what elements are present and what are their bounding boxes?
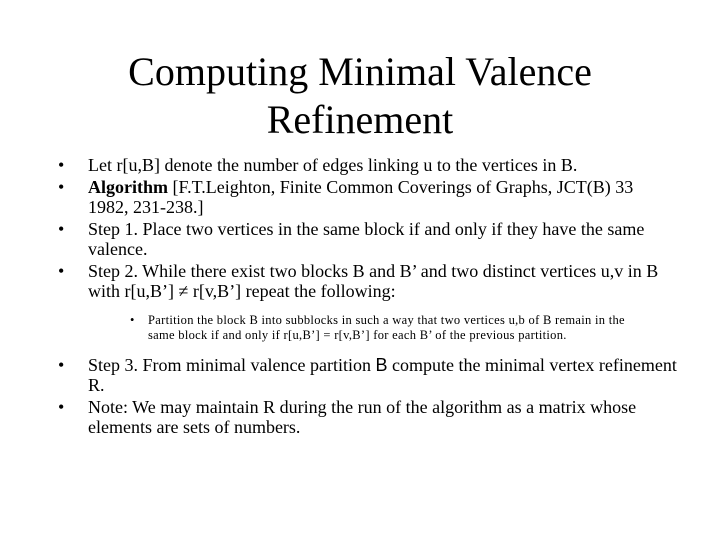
sub-bullet-icon: • [130, 313, 135, 327]
bullet-item-6 [58, 397, 678, 437]
bold-label: Algorithm [88, 177, 168, 197]
partition-symbol: B [375, 355, 388, 375]
bullet-icon: • [58, 261, 65, 281]
bullet-item-2 [58, 177, 678, 217]
bullet-item-1 [58, 155, 678, 175]
bullet-item-4 [58, 261, 678, 301]
bullet-text-part-b: compute the minimal vertex refinement R. [88, 355, 677, 395]
bullet-icon: • [58, 355, 65, 375]
slide-title-line-1: Computing Minimal Valence [128, 49, 592, 94]
bullet-list [58, 155, 678, 439]
sub-bullet-item [130, 313, 650, 343]
bullet-text: Step 1. Place two vertices in the same block if and only if they have the same valence. [88, 219, 645, 259]
bullet-icon: • [58, 155, 65, 175]
slide-title-line-2: Refinement [266, 97, 454, 142]
sub-bullet-text: Partition the block B into subblocks in such a way that two vertices u,b of B remain in the same block if and only if r[u,B’] = r[v,B’] for each B’ of the previous partition. [148, 313, 625, 342]
bullet-icon: • [58, 177, 65, 197]
bullet-text [88, 355, 678, 395]
bullet-text [88, 177, 678, 217]
bullet-text: Note: We may maintain R during the run of the algorithm as a matrix whose elements are sets of numbers. [88, 397, 637, 437]
bullet-text: Step 2. While there exist two blocks B and B’ and two distinct vertices u,v in B with r[u,B’] ≠ r[v,B’] repeat the following: [88, 261, 659, 301]
bullet-icon: • [58, 219, 65, 239]
slide-title [60, 48, 660, 144]
bullet-text: Let r[u,B] denote the number of edges linking u to the vertices in B. [88, 155, 578, 175]
bullet-item-5 [58, 355, 678, 395]
bullet-text-part-a: Step 3. From minimal valence partition [88, 355, 376, 375]
bullet-text-rest: [F.T.Leighton, Finite Common Coverings of Graphs, JCT(B) 33 1982, 231-238.] [88, 177, 634, 217]
bullet-icon: • [58, 397, 65, 417]
bullet-item-3 [58, 219, 678, 259]
